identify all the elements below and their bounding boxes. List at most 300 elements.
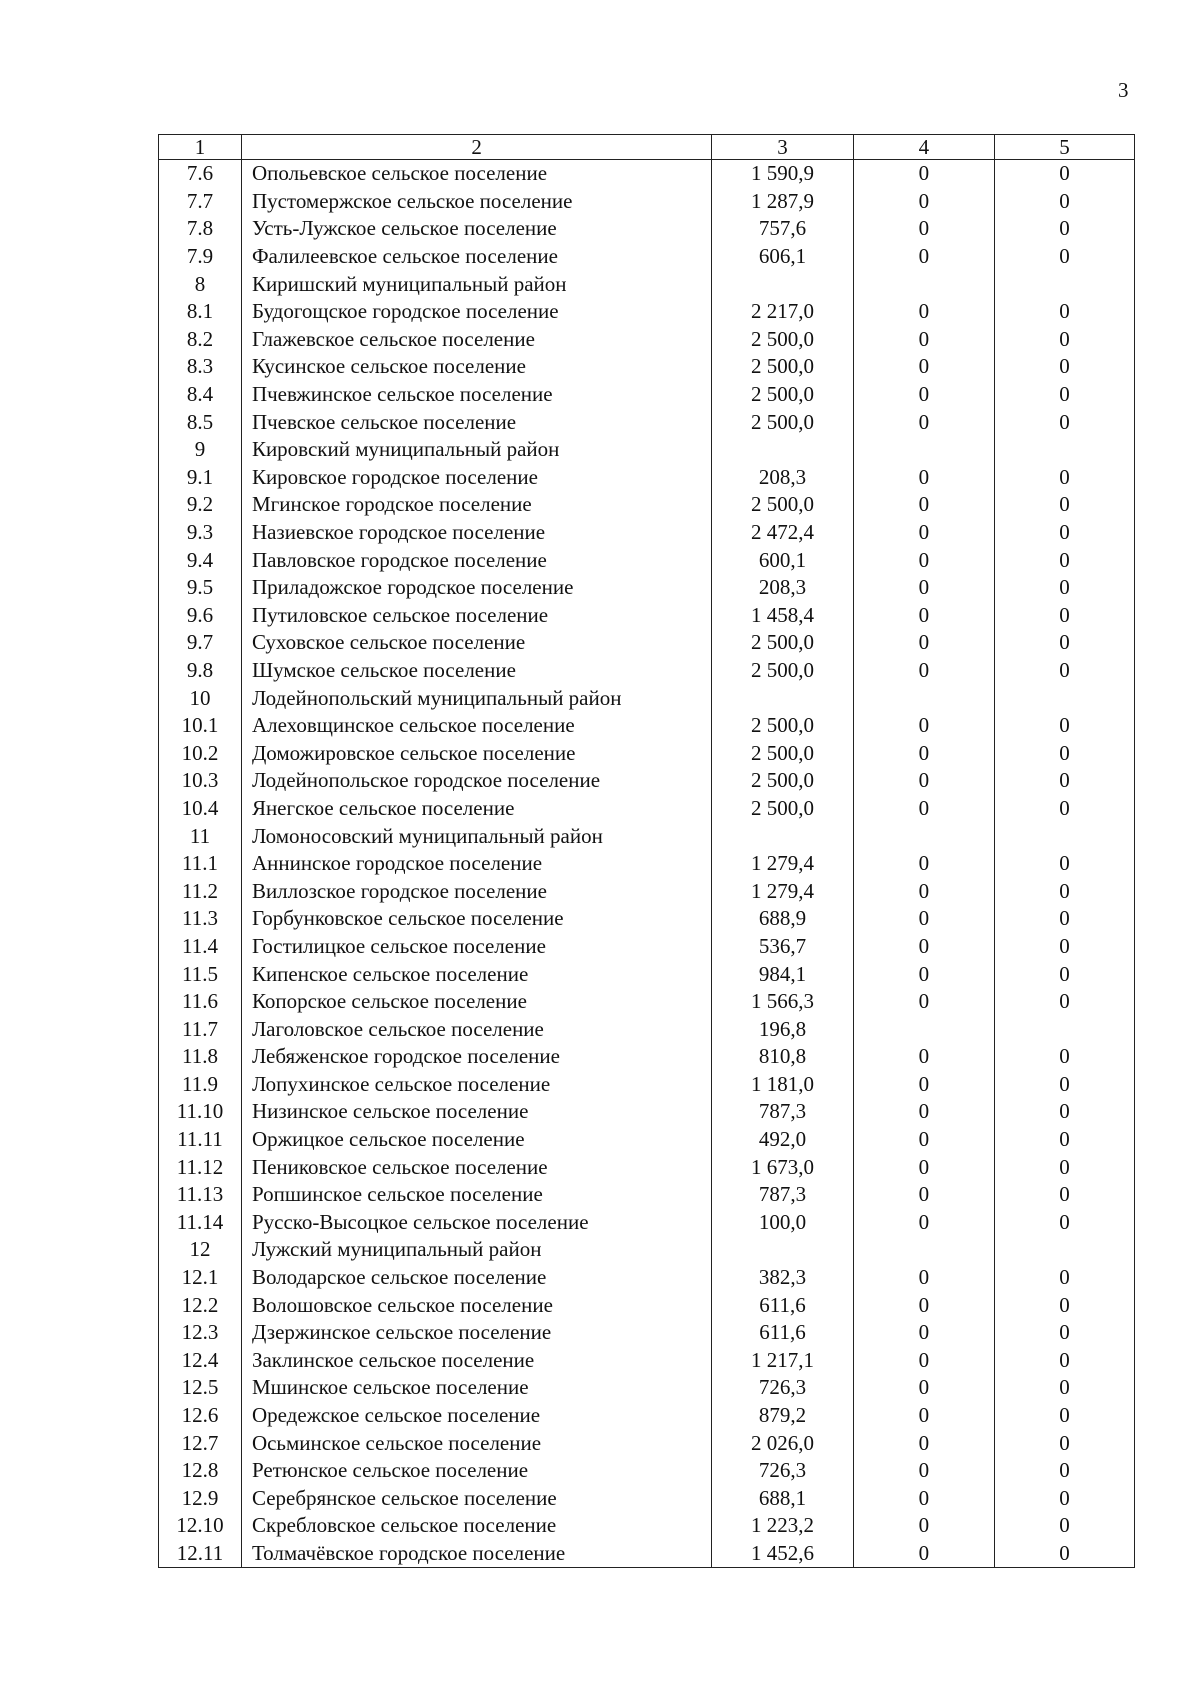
amount: 1 223,2	[712, 1512, 854, 1540]
row-number: 8.3	[159, 353, 242, 381]
column-4-value: 0	[853, 408, 994, 436]
settlement-name: Гостилицкое сельское поселение	[241, 933, 711, 961]
row-number: 10.3	[159, 767, 242, 795]
column-5-value: 0	[994, 408, 1134, 436]
settlement-name: Оредежское сельское поселение	[241, 1402, 711, 1430]
row-number: 11.1	[159, 850, 242, 878]
table-row	[159, 1291, 1135, 1319]
page-number: 3	[1118, 78, 1129, 102]
settlement-name: Кировское городское поселение	[241, 464, 711, 492]
settlement-name: Оржицкое сельское поселение	[241, 1126, 711, 1154]
header-cell-4: 4	[853, 135, 994, 160]
settlement-name: Ретюнское сельское поселение	[241, 1457, 711, 1485]
table-row	[159, 684, 1135, 712]
settlement-name: Путиловское сельское поселение	[241, 602, 711, 630]
row-number: 11.14	[159, 1209, 242, 1237]
column-4-value: 0	[853, 988, 994, 1016]
row-number: 11.3	[159, 905, 242, 933]
settlement-name: Осьминское сельское поселение	[241, 1429, 711, 1457]
column-5-value: 0	[994, 1485, 1134, 1513]
table-row	[159, 933, 1135, 961]
row-number: 10.2	[159, 739, 242, 767]
column-4-value: 0	[853, 215, 994, 243]
settlement-name: Волошовское сельское поселение	[241, 1291, 711, 1319]
column-4-value	[853, 270, 994, 298]
column-4-value: 0	[853, 1043, 994, 1071]
row-number: 11.13	[159, 1181, 242, 1209]
settlement-name: Виллозское городское поселение	[241, 877, 711, 905]
column-5-value: 0	[994, 988, 1134, 1016]
column-4-value: 0	[853, 657, 994, 685]
settlement-name: Мгинское городское поселение	[241, 491, 711, 519]
amount: 688,9	[712, 905, 854, 933]
amount: 492,0	[712, 1126, 854, 1154]
table-row	[159, 988, 1135, 1016]
amount: 726,3	[712, 1374, 854, 1402]
amount: 600,1	[712, 546, 854, 574]
table-row	[159, 270, 1135, 298]
row-number: 11.12	[159, 1153, 242, 1181]
column-4-value: 0	[853, 1071, 994, 1099]
column-4-value	[853, 822, 994, 850]
table-row	[159, 519, 1135, 547]
amount: 2 500,0	[712, 739, 854, 767]
amount: 382,3	[712, 1264, 854, 1292]
table-row	[159, 1429, 1135, 1457]
amount: 2 500,0	[712, 712, 854, 740]
column-4-value: 0	[853, 712, 994, 740]
column-4-value: 0	[853, 326, 994, 354]
header-cell-2: 2	[241, 135, 711, 160]
settlement-name: Суховское сельское поселение	[241, 629, 711, 657]
row-number: 11.5	[159, 960, 242, 988]
table-row	[159, 822, 1135, 850]
settlement-name: Дзержинское сельское поселение	[241, 1319, 711, 1347]
amount: 208,3	[712, 464, 854, 492]
table-row	[159, 215, 1135, 243]
amount	[712, 270, 854, 298]
table-row	[159, 1071, 1135, 1099]
table-row	[159, 574, 1135, 602]
column-5-value: 0	[994, 657, 1134, 685]
column-5-value: 0	[994, 1126, 1134, 1154]
column-5-value	[994, 1015, 1134, 1043]
row-number: 9.6	[159, 602, 242, 630]
row-number: 11.6	[159, 988, 242, 1016]
settlement-name: Приладожское городское поселение	[241, 574, 711, 602]
column-5-value: 0	[994, 850, 1134, 878]
settlements-table	[158, 134, 1135, 1568]
column-5-value: 0	[994, 464, 1134, 492]
table-row	[159, 1457, 1135, 1485]
table-row	[159, 491, 1135, 519]
column-5-value	[994, 822, 1134, 850]
settlement-name: Русско-Высоцкое сельское поселение	[241, 1209, 711, 1237]
amount: 2 026,0	[712, 1429, 854, 1457]
column-4-value: 0	[853, 1153, 994, 1181]
column-4-value: 0	[853, 1347, 994, 1375]
settlement-name: Шумское сельское поселение	[241, 657, 711, 685]
row-number: 12.8	[159, 1457, 242, 1485]
settlement-name: Лаголовское сельское поселение	[241, 1015, 711, 1043]
column-5-value: 0	[994, 739, 1134, 767]
table-row	[159, 1512, 1135, 1540]
table-row	[159, 1540, 1135, 1568]
row-number: 12.3	[159, 1319, 242, 1347]
amount: 1 590,9	[712, 160, 854, 188]
table-row	[159, 381, 1135, 409]
column-5-value: 0	[994, 1540, 1134, 1568]
settlement-name: Лодейнопольское городское поселение	[241, 767, 711, 795]
row-number: 12.5	[159, 1374, 242, 1402]
column-4-value	[853, 1015, 994, 1043]
column-5-value: 0	[994, 215, 1134, 243]
table-row	[159, 1153, 1135, 1181]
table-row	[159, 1374, 1135, 1402]
settlement-name: Фалилеевское сельское поселение	[241, 243, 711, 271]
row-number: 9.8	[159, 657, 242, 685]
table-row	[159, 739, 1135, 767]
amount: 2 500,0	[712, 408, 854, 436]
column-4-value	[853, 436, 994, 464]
settlement-name: Опольевское сельское поселение	[241, 160, 711, 188]
column-4-value: 0	[853, 546, 994, 574]
amount: 2 500,0	[712, 326, 854, 354]
column-5-value: 0	[994, 1512, 1134, 1540]
table-row	[159, 795, 1135, 823]
amount: 1 287,9	[712, 188, 854, 216]
column-4-value: 0	[853, 905, 994, 933]
amount: 1 279,4	[712, 850, 854, 878]
table-row	[159, 1402, 1135, 1430]
row-number: 9.3	[159, 519, 242, 547]
amount: 196,8	[712, 1015, 854, 1043]
settlement-name: Кусинское сельское поселение	[241, 353, 711, 381]
column-5-value: 0	[994, 1043, 1134, 1071]
column-5-value: 0	[994, 933, 1134, 961]
amount: 208,3	[712, 574, 854, 602]
settlement-name: Лебяженское городское поселение	[241, 1043, 711, 1071]
column-4-value: 0	[853, 960, 994, 988]
table-row	[159, 353, 1135, 381]
settlement-name: Киришский муниципальный район	[241, 270, 711, 298]
column-5-value: 0	[994, 1319, 1134, 1347]
table-row	[159, 1181, 1135, 1209]
settlement-name: Кипенское сельское поселение	[241, 960, 711, 988]
row-number: 9.7	[159, 629, 242, 657]
row-number: 12.9	[159, 1485, 242, 1513]
amount: 1 217,1	[712, 1347, 854, 1375]
column-4-value: 0	[853, 243, 994, 271]
column-4-value: 0	[853, 1319, 994, 1347]
row-number: 11.4	[159, 933, 242, 961]
column-4-value: 0	[853, 1429, 994, 1457]
amount: 2 500,0	[712, 767, 854, 795]
amount: 536,7	[712, 933, 854, 961]
column-5-value: 0	[994, 546, 1134, 574]
column-4-value: 0	[853, 1098, 994, 1126]
settlement-name: Аннинское городское поселение	[241, 850, 711, 878]
row-number: 12.6	[159, 1402, 242, 1430]
settlement-name: Ломоносовский муниципальный район	[241, 822, 711, 850]
column-4-value: 0	[853, 353, 994, 381]
table-row	[159, 1209, 1135, 1237]
amount: 1 566,3	[712, 988, 854, 1016]
column-5-value: 0	[994, 1429, 1134, 1457]
header-cell-1: 1	[159, 135, 242, 160]
amount: 1 673,0	[712, 1153, 854, 1181]
settlement-name: Пчевжинское сельское поселение	[241, 381, 711, 409]
column-5-value: 0	[994, 1071, 1134, 1099]
column-5-value: 0	[994, 491, 1134, 519]
table-row	[159, 408, 1135, 436]
table-row	[159, 1485, 1135, 1513]
table-row	[159, 464, 1135, 492]
row-number: 7.8	[159, 215, 242, 243]
column-4-value: 0	[853, 491, 994, 519]
table-row	[159, 1015, 1135, 1043]
amount: 757,6	[712, 215, 854, 243]
settlement-name: Кировский муниципальный район	[241, 436, 711, 464]
table-row	[159, 877, 1135, 905]
table-row	[159, 629, 1135, 657]
row-number: 12.1	[159, 1264, 242, 1292]
column-4-value: 0	[853, 1485, 994, 1513]
column-4-value: 0	[853, 850, 994, 878]
amount: 2 500,0	[712, 795, 854, 823]
settlement-name: Серебрянское сельское поселение	[241, 1485, 711, 1513]
table-row	[159, 767, 1135, 795]
table-row	[159, 436, 1135, 464]
column-5-value: 0	[994, 1098, 1134, 1126]
row-number: 9	[159, 436, 242, 464]
amount: 1 458,4	[712, 602, 854, 630]
column-4-value: 0	[853, 739, 994, 767]
column-4-value: 0	[853, 767, 994, 795]
column-4-value: 0	[853, 1126, 994, 1154]
column-4-value: 0	[853, 602, 994, 630]
column-4-value: 0	[853, 464, 994, 492]
table-row	[159, 1264, 1135, 1292]
column-5-value: 0	[994, 1209, 1134, 1237]
amount	[712, 1236, 854, 1264]
row-number: 11.8	[159, 1043, 242, 1071]
table-row	[159, 1126, 1135, 1154]
column-5-value: 0	[994, 1374, 1134, 1402]
row-number: 11.2	[159, 877, 242, 905]
column-4-value: 0	[853, 298, 994, 326]
column-4-value: 0	[853, 160, 994, 188]
column-4-value: 0	[853, 381, 994, 409]
column-4-value: 0	[853, 519, 994, 547]
column-5-value: 0	[994, 160, 1134, 188]
row-number: 11.9	[159, 1071, 242, 1099]
table-row	[159, 1098, 1135, 1126]
column-5-value: 0	[994, 1402, 1134, 1430]
column-5-value: 0	[994, 519, 1134, 547]
column-5-value: 0	[994, 767, 1134, 795]
row-number: 9.4	[159, 546, 242, 574]
column-5-value: 0	[994, 326, 1134, 354]
column-4-value: 0	[853, 1181, 994, 1209]
settlement-name: Будогощское городское поселение	[241, 298, 711, 326]
table-row	[159, 960, 1135, 988]
amount: 1 279,4	[712, 877, 854, 905]
row-number: 12.10	[159, 1512, 242, 1540]
table-row	[159, 326, 1135, 354]
amount: 879,2	[712, 1402, 854, 1430]
row-number: 12.11	[159, 1540, 242, 1568]
table-row	[159, 1043, 1135, 1071]
row-number: 10	[159, 684, 242, 712]
table-row	[159, 1319, 1135, 1347]
column-5-value: 0	[994, 381, 1134, 409]
amount: 606,1	[712, 243, 854, 271]
row-number: 7.9	[159, 243, 242, 271]
settlement-name: Доможировское сельское поселение	[241, 739, 711, 767]
row-number: 12.2	[159, 1291, 242, 1319]
table-row	[159, 850, 1135, 878]
amount: 2 500,0	[712, 629, 854, 657]
column-5-value	[994, 684, 1134, 712]
settlement-name: Копорское сельское поселение	[241, 988, 711, 1016]
settlement-name: Назиевское городское поселение	[241, 519, 711, 547]
column-4-value: 0	[853, 574, 994, 602]
settlement-name: Пениковское сельское поселение	[241, 1153, 711, 1181]
column-5-value: 0	[994, 1457, 1134, 1485]
column-5-value: 0	[994, 602, 1134, 630]
amount: 2 500,0	[712, 353, 854, 381]
table-row	[159, 298, 1135, 326]
column-5-value: 0	[994, 1181, 1134, 1209]
settlement-name: Ропшинское сельское поселение	[241, 1181, 711, 1209]
column-4-value	[853, 1236, 994, 1264]
amount	[712, 822, 854, 850]
column-4-value: 0	[853, 1540, 994, 1568]
amount: 611,6	[712, 1319, 854, 1347]
amount: 2 217,0	[712, 298, 854, 326]
row-number: 8.5	[159, 408, 242, 436]
table-row	[159, 546, 1135, 574]
settlement-name: Лужский муниципальный район	[241, 1236, 711, 1264]
column-5-value: 0	[994, 1153, 1134, 1181]
column-5-value: 0	[994, 629, 1134, 657]
row-number: 11.7	[159, 1015, 242, 1043]
row-number: 12.7	[159, 1429, 242, 1457]
row-number: 8.2	[159, 326, 242, 354]
amount: 810,8	[712, 1043, 854, 1071]
settlement-name: Алеховщинское сельское поселение	[241, 712, 711, 740]
settlement-name: Низинское сельское поселение	[241, 1098, 711, 1126]
amount: 787,3	[712, 1181, 854, 1209]
column-4-value: 0	[853, 795, 994, 823]
column-4-value: 0	[853, 1457, 994, 1485]
row-number: 11	[159, 822, 242, 850]
table-row	[159, 1347, 1135, 1375]
column-4-value: 0	[853, 629, 994, 657]
amount: 787,3	[712, 1098, 854, 1126]
column-4-value	[853, 684, 994, 712]
amount: 984,1	[712, 960, 854, 988]
column-4-value: 0	[853, 1264, 994, 1292]
column-5-value: 0	[994, 795, 1134, 823]
column-5-value: 0	[994, 1291, 1134, 1319]
column-5-value: 0	[994, 243, 1134, 271]
row-number: 11.10	[159, 1098, 242, 1126]
amount: 2 472,4	[712, 519, 854, 547]
settlement-name: Усть-Лужское сельское поселение	[241, 215, 711, 243]
row-number: 12.4	[159, 1347, 242, 1375]
row-number: 11.11	[159, 1126, 242, 1154]
row-number: 10.4	[159, 795, 242, 823]
column-4-value: 0	[853, 1402, 994, 1430]
settlement-name: Заклинское сельское поселение	[241, 1347, 711, 1375]
row-number: 8	[159, 270, 242, 298]
table-header-row	[159, 135, 1135, 160]
row-number: 7.6	[159, 160, 242, 188]
settlement-name: Лопухинское сельское поселение	[241, 1071, 711, 1099]
settlement-name: Глажевское сельское поселение	[241, 326, 711, 354]
amount: 2 500,0	[712, 491, 854, 519]
column-5-value	[994, 270, 1134, 298]
amount	[712, 684, 854, 712]
row-number: 7.7	[159, 188, 242, 216]
column-5-value: 0	[994, 877, 1134, 905]
row-number: 10.1	[159, 712, 242, 740]
amount	[712, 436, 854, 464]
row-number: 9.2	[159, 491, 242, 519]
column-4-value: 0	[853, 933, 994, 961]
row-number: 8.4	[159, 381, 242, 409]
settlement-name: Мшинское сельское поселение	[241, 1374, 711, 1402]
column-4-value: 0	[853, 1512, 994, 1540]
column-5-value: 0	[994, 1347, 1134, 1375]
settlement-name: Скребловское сельское поселение	[241, 1512, 711, 1540]
column-4-value: 0	[853, 1209, 994, 1237]
settlement-name: Горбунковское сельское поселение	[241, 905, 711, 933]
settlement-name: Янегское сельское поселение	[241, 795, 711, 823]
row-number: 8.1	[159, 298, 242, 326]
amount: 1 181,0	[712, 1071, 854, 1099]
amount: 2 500,0	[712, 657, 854, 685]
column-4-value: 0	[853, 188, 994, 216]
column-5-value: 0	[994, 960, 1134, 988]
row-number: 9.5	[159, 574, 242, 602]
settlement-name: Лодейнопольский муниципальный район	[241, 684, 711, 712]
table-row	[159, 188, 1135, 216]
table-row	[159, 243, 1135, 271]
amount: 726,3	[712, 1457, 854, 1485]
amount: 2 500,0	[712, 381, 854, 409]
column-5-value	[994, 1236, 1134, 1264]
table-row	[159, 602, 1135, 630]
header-cell-5: 5	[994, 135, 1134, 160]
row-number: 9.1	[159, 464, 242, 492]
column-5-value: 0	[994, 353, 1134, 381]
table-row	[159, 905, 1135, 933]
amount: 1 452,6	[712, 1540, 854, 1568]
table-row	[159, 1236, 1135, 1264]
column-5-value: 0	[994, 574, 1134, 602]
column-5-value: 0	[994, 188, 1134, 216]
column-5-value	[994, 436, 1134, 464]
column-5-value: 0	[994, 298, 1134, 326]
amount: 611,6	[712, 1291, 854, 1319]
row-number: 12	[159, 1236, 242, 1264]
table-row	[159, 657, 1135, 685]
column-4-value: 0	[853, 1374, 994, 1402]
settlement-name: Толмачёвское городское поселение	[241, 1540, 711, 1568]
